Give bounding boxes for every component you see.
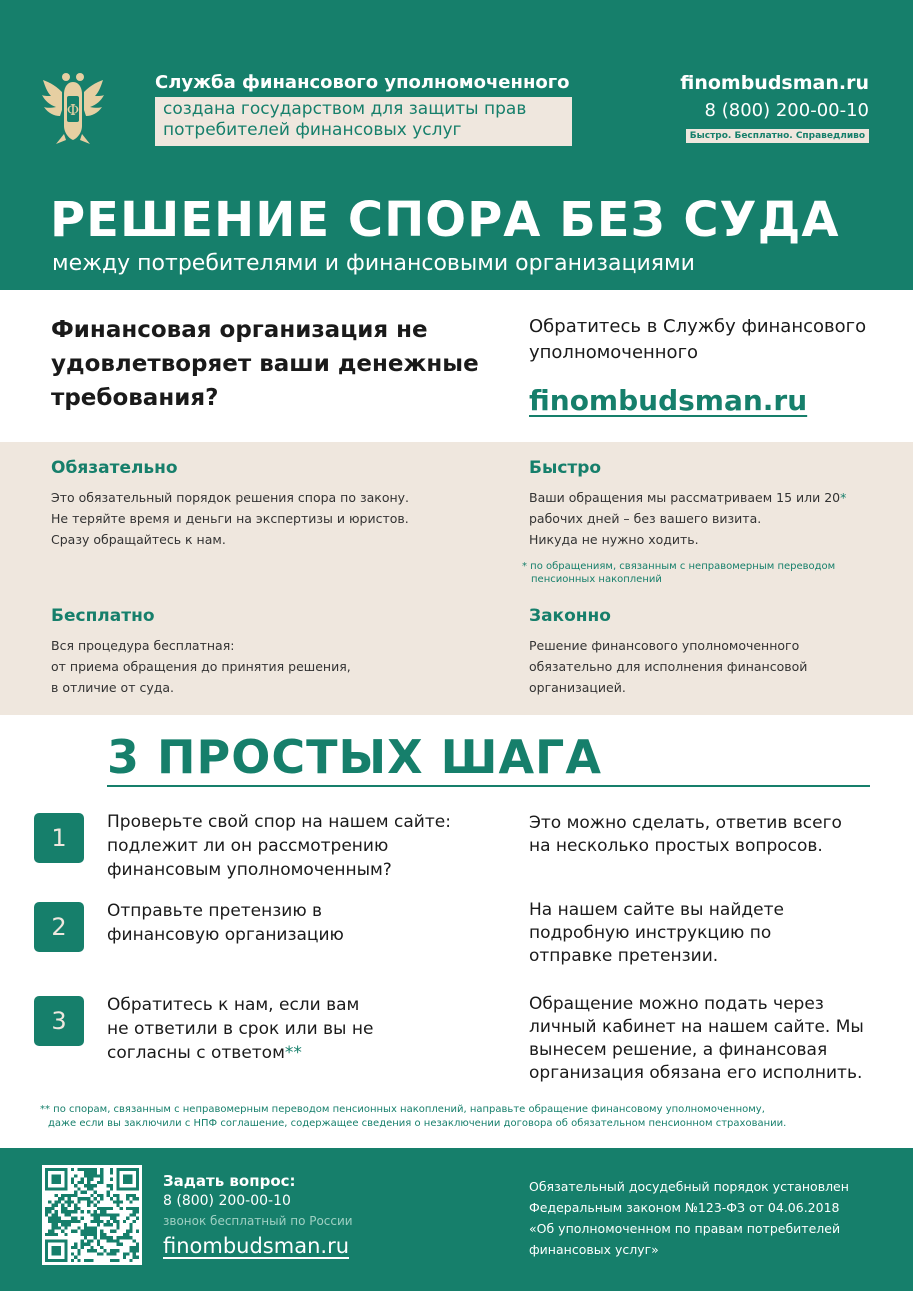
step-description: Обращение можно подать через личный кабинет на нашем сайте. Мы вынесем решение, а финансовая организация обязана его исполнить. xyxy=(529,994,864,1083)
motto-badge: Быстро. Бесплатно. Справедливо xyxy=(686,129,869,143)
intro-contact-text: Обратитесь в Службу финансового уполномоченного xyxy=(529,316,867,363)
benefit-lawful xyxy=(529,606,913,698)
benefit-fast xyxy=(529,458,913,550)
step-text: Отправьте претензию в финансовую организацию xyxy=(107,901,344,945)
svg-text:Ф: Ф xyxy=(66,101,80,119)
benefit-text: Ваши обращения мы рассматриваем 15 или 20* рабочих дней – без вашего визита. Никуда не нужно ходить. xyxy=(529,490,847,547)
step-number-badge: 2 xyxy=(34,902,84,952)
benefit-text: Это обязательный порядок решения спора по закону. Не теряйте время и деньги на экспертизы и юристов. Сразу обращайтесь к нам. xyxy=(51,490,410,547)
ask-question-title: Задать вопрос: xyxy=(163,1172,296,1190)
benefits-section xyxy=(0,442,913,715)
step-text: Обратитесь к нам, если вам не ответили в срок или вы не согласны с ответом** xyxy=(107,995,374,1063)
footer-phone[interactable]: 8 (800) 200-00-10 xyxy=(163,1193,291,1209)
benefit-title: Бесплатно xyxy=(51,606,155,626)
law-reference: Обязательный досудебный порядок установлен Федеральным законом №123-ФЗ от 04.06.2018 «Об уполномоченном по правам потребителей финансовых услуг» xyxy=(529,1179,849,1257)
footer-phone-note: звонок бесплатный по России xyxy=(163,1214,353,1228)
page-title: РЕШЕНИЕ СПОРА БЕЗ СУДА xyxy=(50,192,840,248)
step-description: Это можно сделать, ответив всего на несколько простых вопросов. xyxy=(529,813,842,856)
benefit-mandatory xyxy=(51,458,451,550)
benefit-free xyxy=(51,606,451,698)
page-subtitle: между потребителями и финансовыми организациями xyxy=(52,251,695,276)
step-number-badge: 1 xyxy=(34,813,84,863)
org-name: Служба финансового уполномоченного xyxy=(155,72,570,93)
intro-site-link[interactable]: finombudsman.ru xyxy=(529,384,808,417)
qr-code-icon[interactable] xyxy=(42,1165,142,1265)
pension-footnote: ** по спорам, связанным с неправомерным переводом пенсионных накоплений, направьте обращение финансовому уполномоченному, даже если вы заключили с НПФ соглашение, содержащее сведения о незаключении договора об обязательном пенсионном страховании. xyxy=(40,1104,787,1129)
steps-title: 3 ПРОСТЫХ ШАГА xyxy=(107,730,602,784)
benefit-title: Обязательно xyxy=(51,458,178,478)
header-site-link[interactable]: finombudsman.ru xyxy=(680,72,869,94)
eagle-emblem-icon xyxy=(42,70,104,146)
header xyxy=(0,0,913,290)
org-tagline: создана государством для защиты прав потребителей финансовых услуг xyxy=(155,97,572,146)
intro-question: Финансовая организация не удовлетворяет ваши денежные требования? xyxy=(51,317,479,411)
step-text: Проверьте свой спор на нашем сайте: подлежит ли он рассмотрению финансовым уполномоченным? xyxy=(107,812,451,880)
benefit-title: Быстро xyxy=(529,458,602,478)
step-number-badge: 3 xyxy=(34,996,84,1046)
benefit-fast-footnote: * по обращениям, связанным с неправомерным переводом пенсионных накоплений xyxy=(522,561,836,585)
steps-divider xyxy=(107,785,870,787)
step-description: На нашем сайте вы найдете подробную инструкцию по отправке претензии. xyxy=(529,900,784,966)
footer xyxy=(0,1148,913,1291)
footer-site-link[interactable]: finombudsman.ru xyxy=(163,1234,350,1258)
header-phone[interactable]: 8 (800) 200-00-10 xyxy=(704,100,869,121)
benefit-text: Решение финансового уполномоченного обязательно для исполнения финансовой организацией. xyxy=(529,638,808,695)
benefit-title: Законно xyxy=(529,606,611,626)
benefit-text: Вся процедура бесплатная: от приема обращения до принятия решения, в отличие от суда. xyxy=(51,638,351,695)
